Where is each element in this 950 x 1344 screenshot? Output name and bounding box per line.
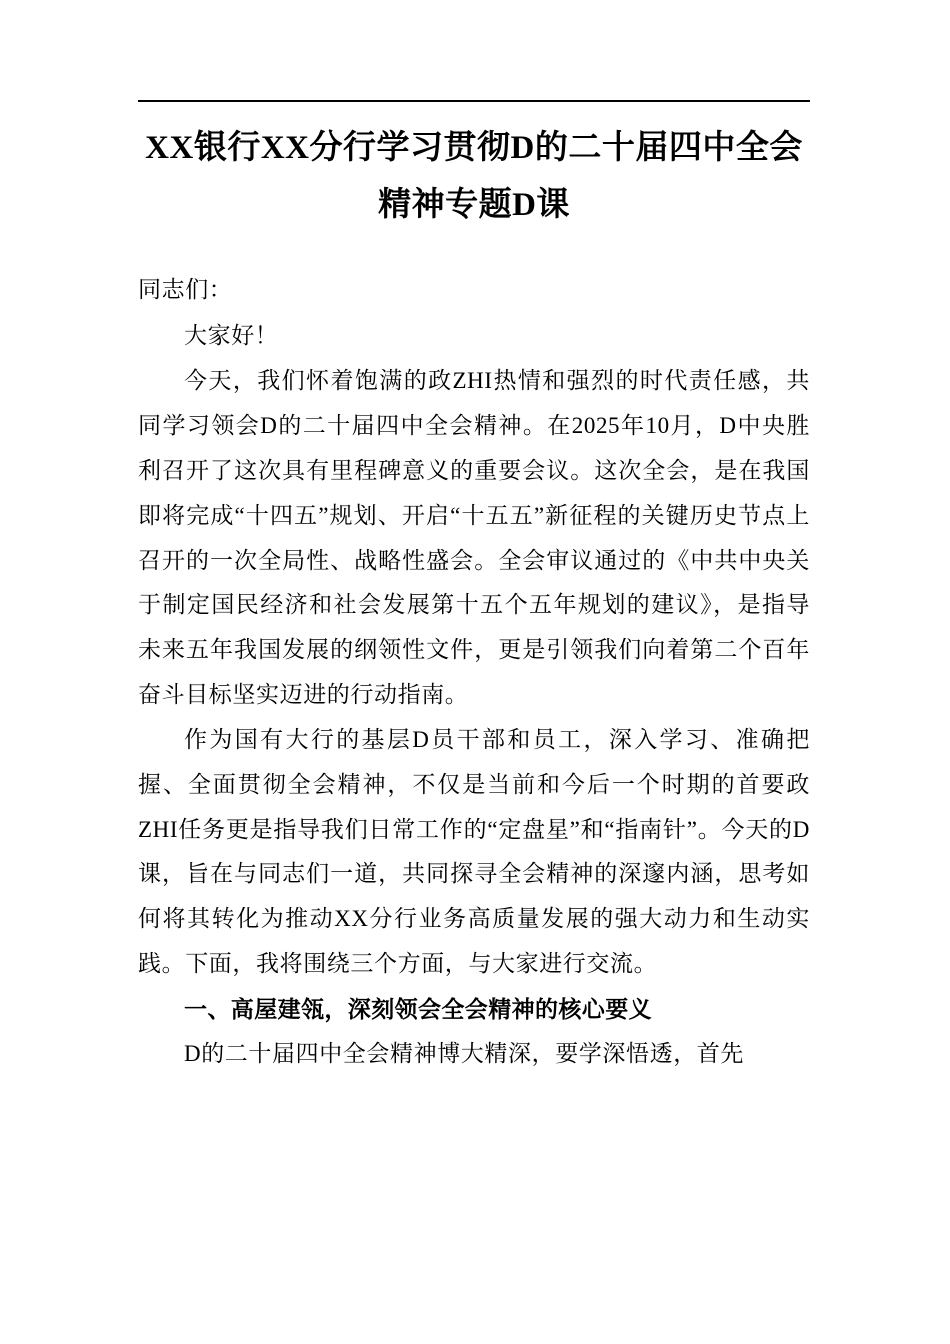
paragraph-section-one-start: D的二十届四中全会精神博大精深，要学深悟透，首先 (184, 1040, 745, 1066)
section-heading-one: 一、高屋建瓴，深刻领会全会精神的核心要义 (184, 996, 652, 1022)
page-title: XX银行XX分行学习贯彻D的二十届四中全会精神专题D课 (145, 130, 803, 223)
header-rule (138, 100, 810, 102)
paragraph-greeting: 大家好！ (184, 323, 279, 349)
document-content (138, 100, 810, 1077)
paragraph-purpose: 作为国有大行的基层D员干部和员工，深入学习、准确把握、全面贯彻全会精神，不仅是当前和今后一个时期的首要政ZHI任务更是指导我们日常工作的“定盘星”和“指南针”。今天的D课，旨在与同志们一道，共同探寻全会精神的深邃内涵，思考如何将其转化为推动XX分行业务高质量发展的强大动力和生动实践。下面，我将围绕三个方面，与大家进行交流。 (138, 726, 810, 977)
salutation: 同志们： (138, 276, 233, 302)
paragraph-intro: 今天，我们怀着饱满的政ZHI热情和强烈的时代责任感，共同学习领会D的二十届四中全会精神。在2025年10月，D中央胜利召开了这次具有里程碑意义的重要会议。这次全会，是在我国即将完成“十四五”规划、开启“十五五”新征程的关键历史节点上召开的一次全局性、战略性盛会。全会审议通过的《中共中央关于制定国民经济和社会发展第十五个五年规划的建议》，是指导未来五年我国发展的纲领性文件，更是引领我们向着第二个百年奋斗目标坚实迈进的行动指南。 (138, 368, 810, 708)
